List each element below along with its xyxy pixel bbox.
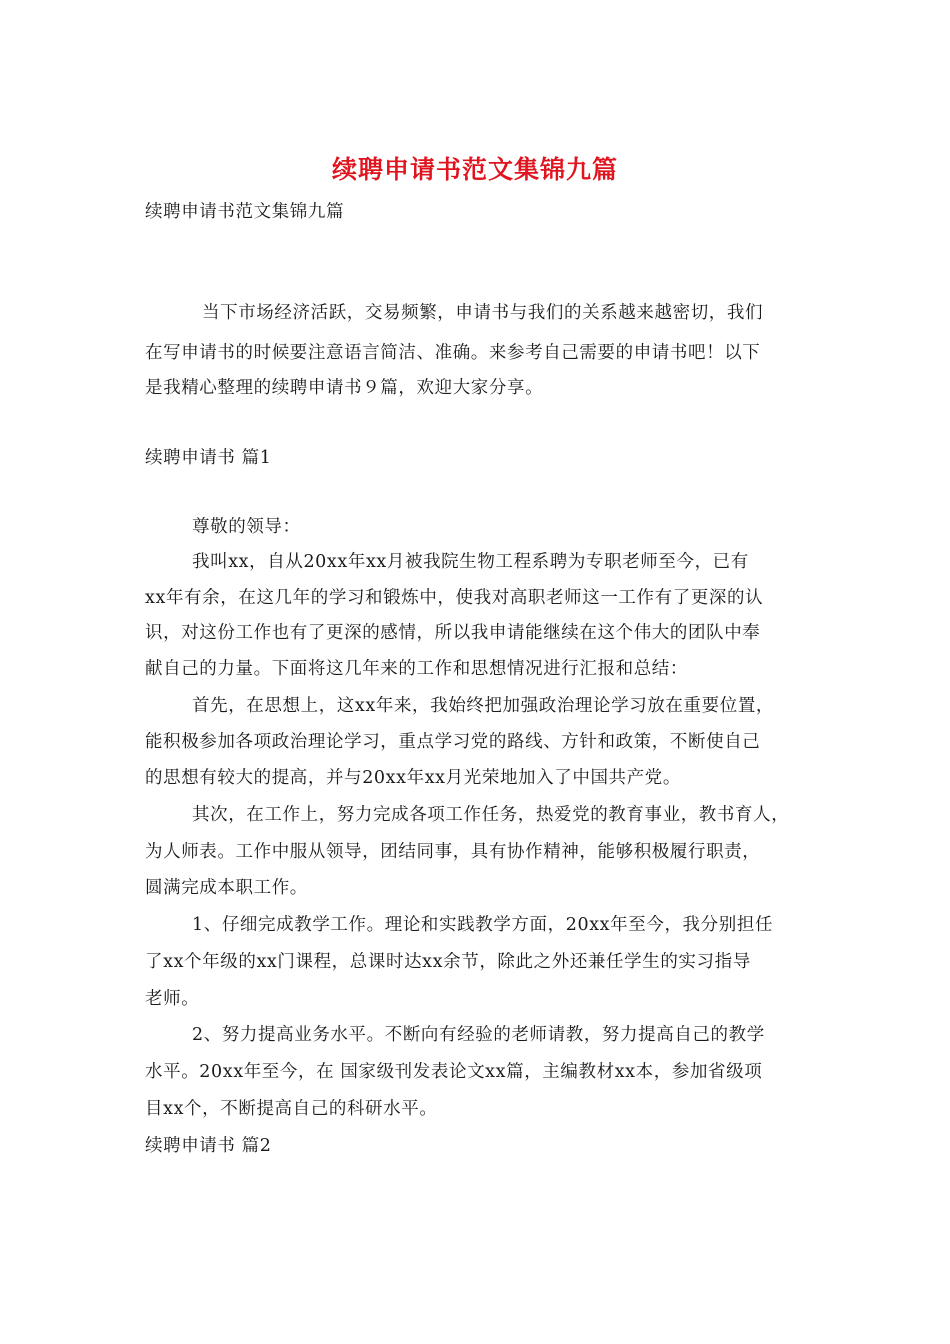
intro-line: 是我精心整理的续聘申请书９篇，欢迎大家分享。 (145, 378, 544, 398)
intro-line: 在写申请书的时候要注意语言简洁、准确。来参考自己需要的申请书吧！以下 (145, 343, 761, 363)
section-heading: 续聘申请书 篇2 (145, 1136, 272, 1156)
paragraph-line: 老师。 (145, 989, 200, 1009)
salutation: 尊敬的领导： (192, 517, 301, 537)
paragraph-line: 识，对这份工作也有了更深的感情，所以我申请能继续在这个伟大的团队中奉 (145, 623, 761, 643)
paragraph-line: xx年有余，在这几年的学习和锻炼中，使我对高职老师这一工作有了更深的认 (145, 588, 764, 608)
paragraph-line: 1、仔细完成教学工作。理论和实践教学方面，20xx年至今，我分别担任 (192, 915, 774, 935)
paragraph-line: 首先，在思想上，这xx年来，我始终把加强政治理论学习放在重要位置， (192, 696, 775, 716)
paragraph-line: 水平。20xx年至今，在 国家级刊发表论文xx篇，主编教材xx本，参加省级项 (145, 1062, 763, 1082)
section-heading: 续聘申请书 篇1 (145, 448, 272, 468)
paragraph-line: 目xx个，不断提高自己的科研水平。 (145, 1099, 438, 1119)
paragraph-line: 其次，在工作上，努力完成各项工作任务，热爱党的教育事业，教书育人， (192, 805, 790, 825)
paragraph-line: 我叫xx，自从20xx年xx月被我院生物工程系聘为专职老师至今，已有 (192, 552, 749, 572)
paragraph-line: 圆满完成本职工作。 (145, 878, 308, 898)
paragraph-line: 的思想有较大的提高，并与20xx年xx月光荣地加入了中国共产党。 (145, 768, 681, 788)
document-title: 续聘申请书范文集锦九篇 (331, 155, 618, 184)
paragraph-line: 了xx个年级的xx门课程，总课时达xx余节，除此之外还兼任学生的实习指导 (145, 952, 751, 972)
paragraph-line: 为人师表。工作中服从领导，团结同事，具有协作精神，能够积极履行职责， (145, 842, 761, 862)
paragraph-line: 献自己的力量。下面将这几年来的工作和思想情况进行汇报和总结： (145, 659, 688, 679)
document-subtitle: 续聘申请书范文集锦九篇 (145, 202, 345, 222)
intro-line: 当下市场经济活跃，交易频繁，申请书与我们的关系越来越密切，我们 (202, 303, 764, 323)
paragraph-line: 能积极参加各项政治理论学习，重点学习党的路线、方针和政策，不断使自己 (145, 732, 761, 752)
paragraph-line: 2、努力提高业务水平。不断向有经验的老师请教，努力提高自己的教学 (192, 1025, 765, 1045)
